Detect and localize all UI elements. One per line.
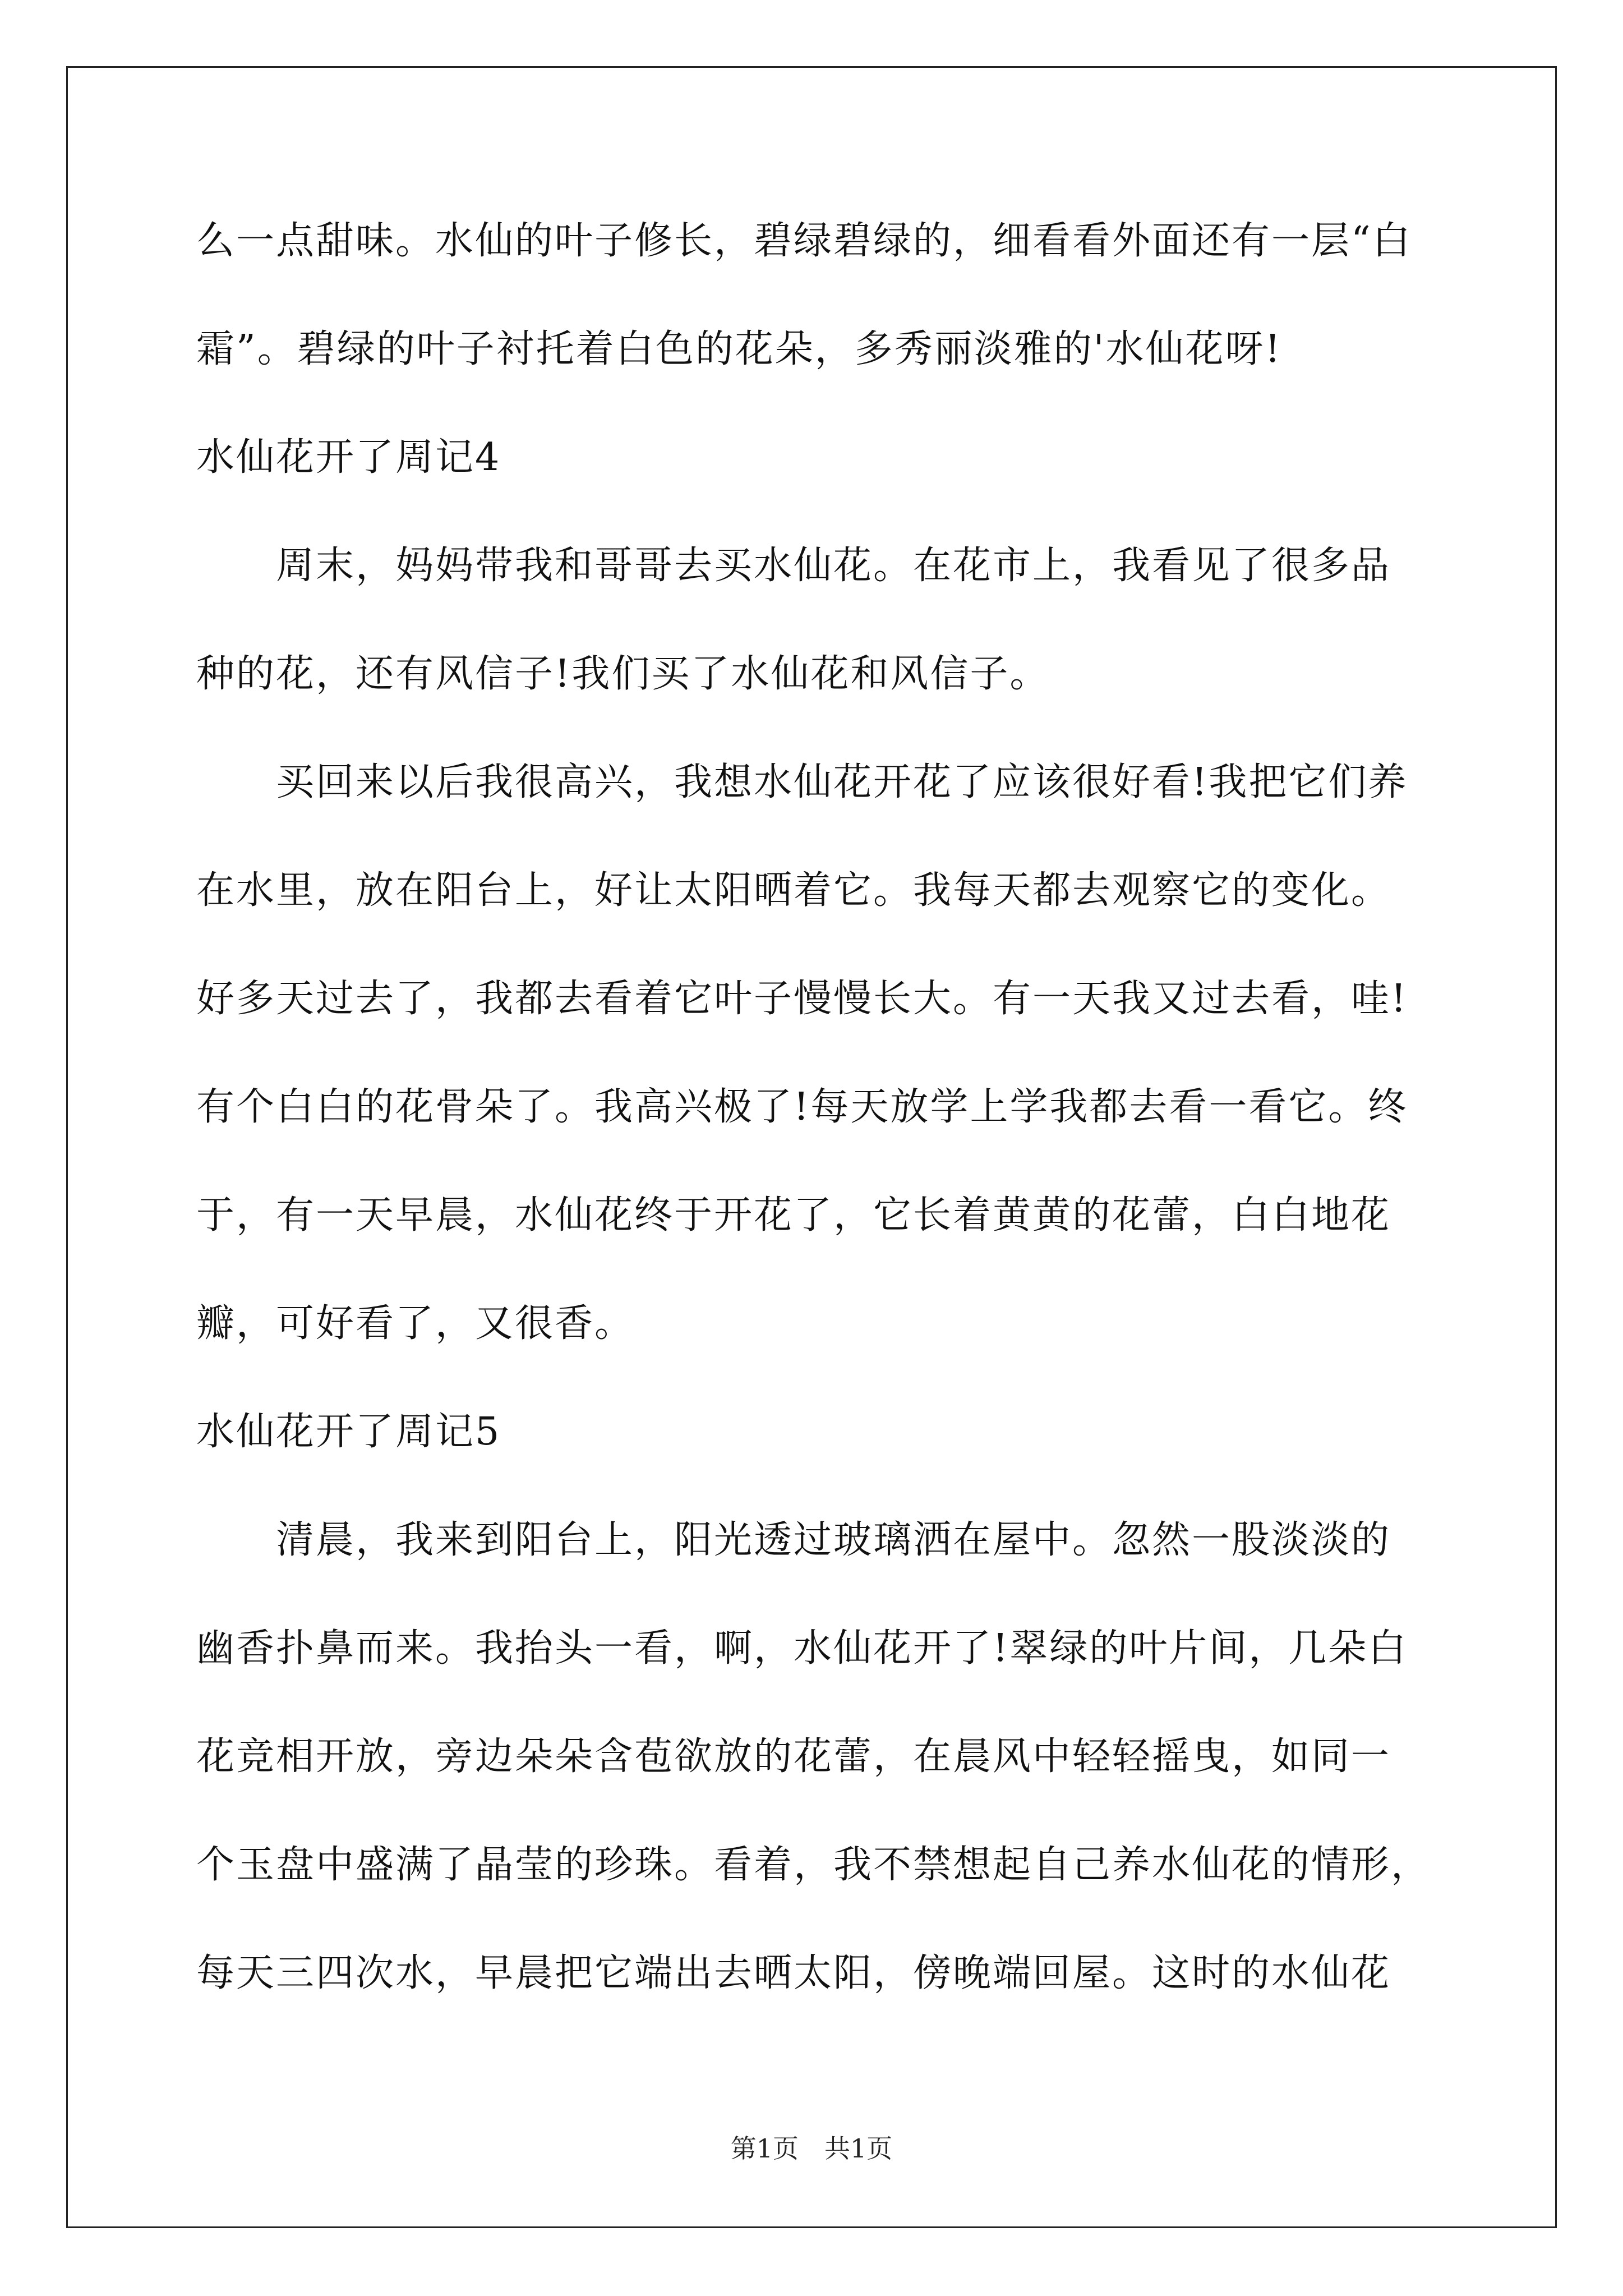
body-line: 清晨，我来到阳台上，阳光透过玻璃洒在屋中。忽然一股淡淡的 xyxy=(196,1518,1391,1562)
body-line: 花竞相开放，旁边朵朵含苞欲放的花蕾，在晨风中轻轻摇曳，如同一 xyxy=(196,1734,1391,1779)
body-line: 种的花，还有风信子!我们买了水仙花和风信子。 xyxy=(196,652,1050,696)
body-line: 么一点甜味。水仙的叶子修长，碧绿碧绿的，细看看外面还有一层“白 xyxy=(196,219,1412,263)
body-line: 霜”。碧绿的叶子衬托着白色的花朵，多秀丽淡雅的'水仙花呀! xyxy=(196,327,1282,371)
section-heading: 水仙花开了周记5 xyxy=(196,1410,501,1454)
body-line: 于，有一天早晨，水仙花终于开花了，它长着黄黄的花蕾，白白地花 xyxy=(196,1193,1391,1237)
page-footer xyxy=(0,2134,1623,2162)
page-number: 第1页 共1页 xyxy=(730,2133,893,2164)
body-line: 幽香扑鼻而来。我抬头一看，啊，水仙花开了!翠绿的叶片间，几朵白 xyxy=(196,1626,1408,1671)
body-line: 在水里，放在阳台上，好让太阳晒着它。我每天都去观察它的变化。 xyxy=(196,868,1391,913)
body-line: 好多天过去了，我都去看着它叶子慢慢长大。有一天我又过去看，哇! xyxy=(196,977,1408,1021)
body-line: 买回来以后我很高兴，我想水仙花开花了应该很好看!我把它们养 xyxy=(196,760,1408,804)
body-line: 瓣，可好看了，又很香。 xyxy=(196,1301,635,1346)
document-body xyxy=(196,220,1430,1995)
body-line: 周末，妈妈带我和哥哥去买水仙花。在花市上，我看见了很多品 xyxy=(196,544,1391,588)
section-heading: 水仙花开了周记4 xyxy=(196,435,501,480)
body-line: 个玉盘中盛满了晶莹的珍珠。看着，我不禁想起自己养水仙花的情形， xyxy=(196,1843,1431,1887)
body-line: 有个白白的花骨朵了。我高兴极了!每天放学上学我都去看一看它。终 xyxy=(196,1085,1408,1129)
body-line: 每天三四次水，早晨把它端出去晒太阳，傍晚端回屋。这时的水仙花 xyxy=(196,1951,1391,1995)
